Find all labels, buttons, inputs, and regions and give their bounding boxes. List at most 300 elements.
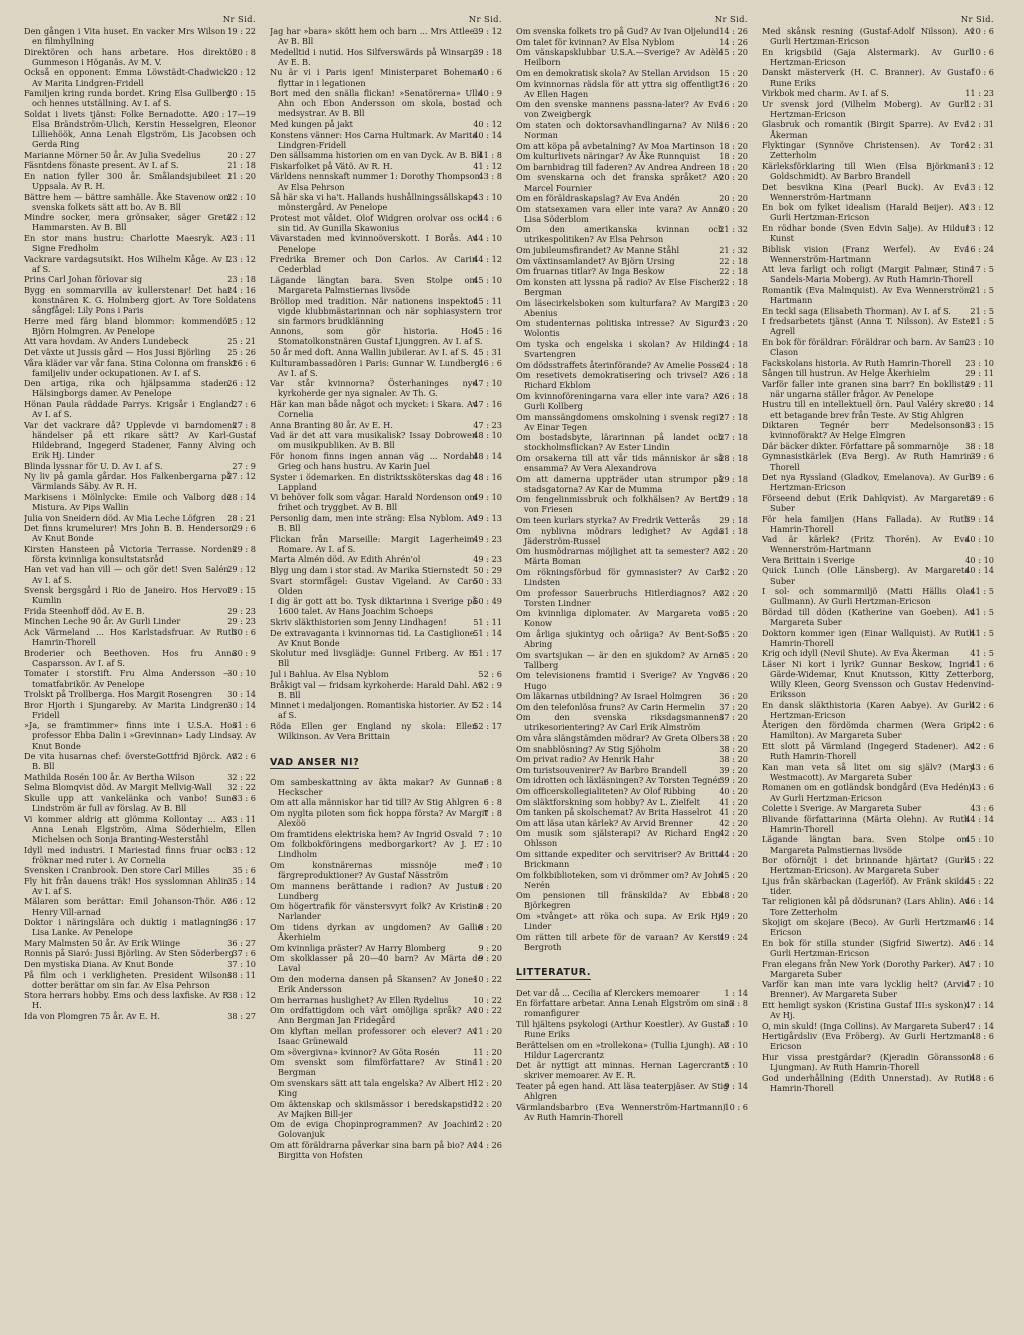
page-reference: 42 : 6: [970, 741, 994, 752]
page-reference: 47 : 16: [473, 398, 502, 409]
index-entry: [24, 192, 256, 212]
page-reference: 45 : 20: [719, 869, 748, 880]
page-reference: 38 : 27: [227, 1011, 256, 1021]
entry-title: I fredsarbetets tjänst (Anna T. Nilsson). Av Ester Agrell: [762, 316, 975, 337]
index-entry: [762, 607, 994, 627]
page-reference: 39 : 12: [473, 26, 502, 37]
entry-title: Biblisk vision (Franz Werfel). Av Eva Wennerström-Hartmann: [762, 243, 970, 264]
entry-title: Bråkigt val — fridsam kyrkoherde: Harald Dahl. Av B. Bll: [270, 679, 483, 700]
page-reference: 28 : 21: [227, 512, 256, 523]
page-reference: 43 : 6: [970, 803, 994, 814]
index-entry: [762, 565, 994, 585]
index-entry: [24, 938, 256, 948]
entry-title: Om svenskarna och det franska språket? Av Marcel Fournier: [516, 172, 724, 193]
page-reference: 7 : 10: [478, 828, 502, 839]
entry-title: Det nya Ryssland (Gladkov, Emelanova). Av Gurli Hertzman-Ericson: [762, 472, 975, 493]
entry-title: Också en opponent: Emma Löwstädt-Chadwick. Av Marita Lindgren-Fridell: [24, 67, 232, 88]
page-reference: 16 : 20: [719, 119, 748, 130]
index-entry: [270, 1078, 502, 1098]
entry-title: Jul i Bahlua. Av Elsa Nyblom: [270, 668, 389, 679]
index-entry: [762, 420, 994, 440]
page-reference: 20 : 20: [719, 193, 748, 204]
page-reference: 41 : 12: [473, 160, 502, 171]
entry-title: Medelltid i nutid. Hos Silfverswärds på Winsarp. Av E. B.: [270, 46, 478, 67]
page-reference: 37 : 6: [232, 948, 256, 959]
page-reference: 29 : 15: [227, 585, 256, 596]
entry-title: Frida Steenhoff död. Av E. B.: [24, 605, 145, 616]
entry-title: Om snabblösning? Av Stig Sjöholm: [516, 743, 661, 754]
index-entry: [270, 797, 502, 807]
page-reference: 29 : 12: [227, 564, 256, 575]
entry-title: Om äktenskap och skilsmässor i beredskapstid? Av Majken Bill-jer: [270, 1098, 478, 1119]
page-reference: 39 : 18: [473, 46, 502, 57]
index-entry: [24, 970, 256, 990]
entry-title: För honom finns ingen annan väg ... Nordahl Grieg och hans hustru. Av Karin Juel: [270, 450, 478, 472]
index-entry: [762, 99, 994, 119]
entry-title: Om barnbidrag till faderen? Av Andrea Andreen: [516, 161, 716, 172]
page-reference: 52 : 9: [478, 679, 502, 690]
page-reference: 26 : 18: [719, 390, 748, 401]
page-reference: 29 : 23: [227, 616, 256, 627]
entry-title: Om framtidens elektriska hem? Av Ingrid Osvald: [270, 828, 473, 839]
entry-title: Ida von Plomgren 75 år. Av E. H.: [24, 1011, 160, 1021]
entry-title: »Ja, se framtimmer» finns inte i U.S.A. Hos professor Ebba Dalin i »Grevinnan» Lady Lindsay. Av Knut Bonde: [24, 720, 256, 751]
page-reference: 12 : 20: [473, 1077, 502, 1088]
entry-title: Om studenternas politiska intresse? Av Sigurd Wolontis: [516, 318, 724, 339]
page-reference: 25 : 26: [227, 347, 256, 357]
page-reference: 12 : 20: [473, 1119, 502, 1130]
entry-title: Om tanken på skolschemat? Av Brita Hasselrot: [516, 807, 712, 818]
entry-title: Minnet i medaljongen. Romantiska historier. Av I. af S.: [270, 700, 478, 721]
index-entry: [516, 744, 748, 754]
entry-title: Blinda lyssnar för U. D. Av I. af S.: [24, 460, 163, 471]
index-entry: [24, 627, 256, 647]
index-entry: [762, 119, 994, 139]
page-reference: 46 : 14: [965, 896, 994, 907]
index-entry: [270, 596, 502, 616]
index-entry: [762, 182, 994, 202]
page-reference: 51 : 17: [473, 648, 502, 659]
page-reference: 35 : 20: [719, 608, 748, 619]
entry-title: Den gången i Vita huset. En vacker Mrs Wilson i en filmhyllning: [24, 26, 232, 47]
index-entry: [516, 515, 748, 525]
page-reference: 51 : 11: [473, 616, 502, 627]
index-entry: [762, 1031, 994, 1051]
index-entry: [516, 588, 748, 608]
entry-title: Om den telefonlösa fruns? Av Carin Hermelin: [516, 701, 706, 712]
entry-title: Om »övergivna» kvinnor? Av Göta Rosén: [270, 1046, 440, 1057]
entry-title: Skojigt om skojare (Beco). Av Gurli Hertzman-Ericson: [762, 917, 970, 938]
entry-title: Om manssängdomens omskolning i svensk regi? Av Einar Tegen: [516, 411, 724, 432]
entry-title: Ett hemligt syskon (Kristina Gustaf III:s syskon). Av Hj.: [762, 999, 970, 1020]
column-header: Nr Sid.: [714, 14, 748, 24]
index-entry: [762, 814, 994, 834]
index-entry: [270, 171, 502, 191]
page-reference: 10 : 22: [473, 994, 502, 1005]
index-entry: [24, 513, 256, 523]
index-entry: [516, 998, 748, 1018]
index-entry: [270, 130, 502, 150]
index-entry: [24, 845, 256, 865]
entry-title: Om tidens dyrkan av ungdomen? Av Gallie Åkerhielm: [270, 921, 483, 943]
entry-title: Fäsntdens fönaste present. Av I. af S.: [24, 160, 179, 171]
index-entry: [270, 326, 502, 346]
index-entry: [762, 88, 994, 98]
page-reference: 32 : 20: [719, 566, 748, 577]
page-reference: 38 : 20: [719, 732, 748, 743]
page-reference: 29 : 11: [965, 378, 994, 389]
index-entry: [270, 808, 502, 828]
entry-title: Om våra slängstämden mödrar? Av Greta Olbers: [516, 732, 719, 743]
entry-title: Här kan man både något och mycket: i Skara. Av Cornelia: [270, 398, 478, 420]
entry-title: 50 år med doft. Anna Wallin jubilerar. Av I. af S.: [270, 347, 469, 357]
entry-title: Om tyska och engelska i skolan? Av Hilding Svartengren: [516, 338, 724, 359]
page-reference: 46 : 6: [478, 357, 502, 368]
page-reference: 10 : 6: [970, 26, 994, 37]
entry-title: Om folkbiblioteken, som vi drömmer om? Av John Nerén: [516, 869, 724, 890]
page-reference: 3 : 10: [724, 1039, 748, 1050]
section-heading: LITTERATUR.: [516, 967, 592, 979]
entry-title: Doktorn kommer igen (Einar Wallquist). Av Ruth Hamrin-Thorell: [762, 627, 975, 648]
entry-title: Hertigårdsliv (Eva Fröberg). Av Gurli Hertzman-Ericson: [762, 1031, 975, 1052]
index-entry: [24, 606, 256, 616]
entry-title: Om växtinsamlandet? Av Björn Ursing: [516, 255, 675, 266]
index-entry: [24, 492, 256, 512]
index-entry: [516, 453, 748, 473]
index-entry: [762, 803, 994, 813]
entry-title: Hustru till en intellektuell örn. Paul Valéry skrev ett betagande brev från Teste. Av Stig Ahlgren: [762, 399, 970, 420]
index-entry: [516, 670, 748, 690]
entry-title: Om vänskapsklubbar U.S.A.—Sverige? Av Adèle Heilborn: [516, 47, 724, 68]
entry-title: Om nyglta piloten som fick hoppa första? Av Margit Alexöö: [270, 807, 488, 829]
index-entry: [516, 932, 748, 952]
entry-title: Om den svenska riksdagsmannens utrikesorientering? Av Carl Erik Almström: [516, 712, 724, 733]
index-entry: [762, 979, 994, 999]
index-entry: [24, 461, 256, 471]
entry-title: Lägande längtan bara. Sven Stolpe om Margareta Palmstiernas livsöde: [270, 274, 478, 295]
page-reference: 38 : 12: [227, 990, 256, 1001]
entry-title: Mindre socker, mera grönsaker, säger Greta Hammarsten. Av B. Bll: [24, 212, 232, 233]
index-entry: [270, 88, 502, 118]
entry-title: Om svartsjukan — är den en sjukdom? Av Arne Tallberg: [516, 649, 724, 670]
index-entry: [516, 775, 748, 785]
page-reference: 6 : 8: [483, 776, 502, 787]
index-entry: [516, 391, 748, 411]
entry-title: Vad är kärlek? (Fritz Thorén). Av Eva Wennerström-Hartmann: [762, 534, 970, 555]
entry-title: En rödhar bonde (Sven Edvin Salje). Av Hildur Kunst: [762, 222, 970, 243]
entry-title: En nation fyller 300 år. Smålandsjubileet i Uppsala. Av R. H.: [24, 170, 232, 191]
index-entry: [762, 741, 994, 761]
page-reference: 45 : 31: [473, 347, 502, 357]
entry-title: Direktören och hans arbetare. Hos direktör Gummeson i Höganäs. Av M. V.: [24, 46, 237, 67]
entry-title: Lägande längtan bara. Sven Stolpe om Margareta Palmstiernas livsöde: [762, 834, 970, 855]
index-entry: [516, 370, 748, 390]
index-entry: [24, 544, 256, 564]
index-entry: [516, 1040, 748, 1060]
page-reference: 6 : 8: [483, 797, 502, 808]
entry-title: Mälaren som berättar: Emil Johanson-Thör. Av Henry Vill-arnad: [24, 896, 232, 917]
entry-title: Flyktingar (Synnöve Christensen). Av Tore Zetterholm: [762, 140, 970, 161]
index-entry: [24, 233, 256, 253]
index-entry: [516, 797, 748, 807]
index-entry: [516, 339, 748, 359]
index-entry: [516, 245, 748, 255]
page-reference: 16 : 24: [965, 243, 994, 254]
page-reference: 49 : 10: [473, 492, 502, 503]
entry-title: Marianne Mörner 50 år. Av Julia Svedelius: [24, 149, 201, 160]
entry-title: Till hjältens psykologi (Arthur Koestler). Av Gustaf Rune Eriks: [516, 1018, 729, 1039]
page-reference: 42 : 6: [970, 699, 994, 710]
entry-title: Annons, som gör historia. Hos Stomatolkonstnären Gustaf Ljunggren. Av I. af S.: [270, 326, 483, 347]
page-reference: 35 : 20: [719, 629, 748, 640]
entry-title: Läser Ni kort i lyrik? Gunnar Beskow, Ingrid Gärde-Widemar, Knut Knutsson, Kitty Zetterborg, Willy Kleen, Georg Svensson och Gustav Hedenvind-Eriksson: [762, 658, 994, 700]
page-reference: 40 : 14: [965, 565, 994, 576]
index-entry: [762, 472, 994, 492]
entry-title: Stora herrars hobby. Ems och dess laxfiske. Av R. H.: [24, 990, 232, 1011]
index-entry: [516, 1060, 748, 1080]
page-reference: 23 : 10: [965, 336, 994, 347]
page-reference: 17 : 5: [970, 264, 994, 275]
entry-title: Med kungen på jakt: [270, 118, 353, 129]
entry-title: Broderier och Beethoven. Hos fru Anna Casparsson. Av I. af S.: [24, 647, 237, 668]
entry-title: Om kvinnliga präster? Av Harry Blomberg: [270, 942, 446, 953]
index-entry: [270, 617, 502, 627]
page-reference: 38 : 20: [719, 743, 748, 754]
index-entry: [24, 171, 256, 191]
entry-title: I dig är gott att bo. Tysk diktarinna i Sverige på 1600 talet. Av Hans Joachim Schoeps: [270, 596, 478, 617]
index-entry: [270, 233, 502, 253]
entry-title: Om att köpa på avbetalning? Av Moa Martinson: [516, 140, 715, 151]
entry-title: Bröllop med tradition. När nationens inspektor vigde klubbmästarinnan och när sophiasystern tror sin farmors brudklänning: [270, 295, 502, 326]
entry-title: Om kvinnoföreningarna vara eller inte vara? Av Gurli Kollberg: [516, 390, 724, 411]
entry-title: Om att läsa utan kärlek? Av Arvid Brenner: [516, 817, 693, 828]
index-entry: [762, 140, 994, 160]
page-reference: 37 : 20: [719, 701, 748, 712]
page-reference: 37 : 10: [227, 959, 256, 970]
index-entry: [516, 890, 748, 910]
index-entry: [516, 650, 748, 670]
entry-title: En dansk släkthistoria (Karen Aabye). Av Gurli Hertzman-Ericson: [762, 699, 975, 720]
entry-title: Världens nennskaft nummer 1: Dorothy Thompson. Av Elsa Pehrson: [270, 171, 483, 192]
index-entry: [762, 659, 994, 699]
index-entry: [24, 876, 256, 896]
entry-title: Glasbruk och romantik (Birgit Sparre). Av Eva Åkerman: [762, 119, 970, 140]
page-reference: 9 : 20: [478, 953, 502, 964]
index-entry: [270, 953, 502, 973]
entry-title: Där bäcker dikter. Författare på sommarnöje: [762, 440, 949, 451]
index-entry: [762, 399, 994, 419]
index-entry: [516, 318, 748, 338]
entry-title: Om privat radio? Av Henrik Hahr: [516, 754, 655, 765]
page-reference: 22 : 10: [227, 191, 256, 202]
page-reference: 22 : 12: [227, 212, 256, 223]
index-entry: [762, 67, 994, 87]
index-entry: [516, 849, 748, 869]
entry-title: Flickan från Marseille: Margit Lagerheim-Romare. Av I. af S.: [270, 533, 478, 554]
page-reference: 9 : 20: [478, 942, 502, 953]
page-reference: 21 : 32: [719, 245, 748, 256]
entry-title: Om fengelinmissbruk och folkhälsen? Av Bertil von Friesen: [516, 494, 724, 515]
page-reference: 40 : 12: [473, 118, 502, 129]
index-entry: [270, 378, 502, 398]
page-reference: 23 : 10: [965, 357, 994, 368]
entry-title: Våra kläder var vår fana. Stina Colonna om franskt familjeliv under ockupationen. Av I. af S.: [24, 357, 237, 378]
entry-title: Så här ska vi ha't. Hallands hushållningssällskaps mönstergård. Av Penelope: [270, 192, 478, 213]
page-reference: 8 : 20: [478, 901, 502, 912]
entry-title: Om konsten att lyssna på radio? Av Else Fischer-Bergman: [516, 276, 724, 297]
index-entry: [762, 586, 994, 606]
index-entry: [516, 733, 748, 743]
page-reference: 20 : 15: [227, 88, 256, 99]
page-reference: 47 : 10: [965, 958, 994, 969]
index-entry: [24, 274, 256, 284]
entry-title: Romanen om en gotländsk bondgård (Eva Hedén). Av Gurli Hertzman-Ericson: [762, 782, 975, 803]
index-entry: [270, 974, 502, 994]
page-reference: 27 : 8: [232, 419, 256, 430]
index-entry: [270, 860, 502, 880]
page-reference: 27 : 6: [232, 398, 256, 409]
entry-title: Konstens vänner: Hos Carna Hultmark. Av Marita Lindgren-Fridell: [270, 129, 478, 150]
page-reference: 22 : 18: [719, 276, 748, 287]
index-entry: [24, 150, 256, 160]
page-reference: 12 : 31: [965, 98, 994, 109]
index-entry: [516, 26, 748, 36]
index-entry: [762, 1000, 994, 1020]
index-entry: [24, 47, 256, 67]
entry-title: Trolskt på Trollberga. Hos Margit Rosengren: [24, 689, 213, 700]
page-reference: 27 : 9: [232, 460, 256, 471]
index-entry: [270, 1119, 502, 1139]
index-entry: [24, 67, 256, 87]
entry-title: Hur vissa prestgärdar? (Kjeradin Göransson-Ljungman). Av Ruth Hamrin-Thorell: [762, 1051, 975, 1072]
page-reference: 18 : 20: [719, 151, 748, 162]
entry-title: Om sittande expediter och servitriser? Av Britta Brickmann: [516, 849, 724, 870]
page-reference: 24 : 16: [227, 284, 256, 295]
page-reference: 15 : 20: [719, 67, 748, 78]
page-reference: 50 : 33: [473, 575, 502, 586]
page-reference: 39 : 6: [970, 451, 994, 462]
entry-title: Om ordfattigdom och värt omöjliga språk? Av Ann Bergman Jan Fridegård: [270, 1005, 478, 1026]
page-reference: 7 : 10: [478, 859, 502, 870]
entry-title: Värmlandsbarbro (Eva Wennerström-Hartmann). Av Ruth Hamrin-Thorell: [516, 1101, 729, 1122]
entry-title: Om folkbokföringens medborgarkort? Av J. E. Lindholm: [270, 839, 483, 860]
entry-title: Personlig dam, men inte sträng: Elsa Nyblom. Av B. Bll: [270, 513, 478, 534]
page-reference: 20 : 20: [719, 172, 748, 183]
page-reference: 37 : 20: [719, 712, 748, 723]
index-entry: [270, 839, 502, 859]
index-entry: [270, 451, 502, 471]
index-entry: [270, 213, 502, 233]
index-entry: [762, 700, 994, 720]
entry-title: Blyg ung dam i stor stad. Av Marika Stiernstedt: [270, 564, 469, 575]
page-reference: 31 : 18: [719, 525, 748, 536]
page-reference: 13 : 12: [965, 202, 994, 213]
page-reference: 38 : 18: [965, 440, 994, 451]
index-entry: [516, 474, 748, 494]
index-entry: [516, 691, 748, 701]
page-reference: 32 : 22: [227, 782, 256, 793]
index-column-4: [762, 14, 994, 1335]
entry-title: Mathilda Rosén 100 år. Av Bertha Wilson: [24, 771, 195, 782]
page-reference: 39 : 14: [965, 513, 994, 524]
entry-title: Om jubileumsfirandet? Av Manne Ståhl: [516, 245, 680, 256]
entry-title: Om kvinnliga diplomater. Av Margareta von Konow: [516, 608, 724, 629]
entry-title: Colette i Sverige. Av Margareta Suber: [762, 803, 922, 814]
index-entry: [24, 772, 256, 782]
page-reference: 22 : 18: [719, 255, 748, 266]
entry-title: Anna Branting 80 år. Av E. H.: [270, 419, 393, 430]
index-entry: [762, 1052, 994, 1072]
page-reference: 26 : 18: [719, 370, 748, 381]
page-reference: 18 : 20: [719, 140, 748, 151]
index-entry: [762, 782, 994, 802]
index-entry: [24, 959, 256, 969]
index-entry: [762, 337, 994, 357]
page-reference: 30 : 6: [232, 627, 256, 638]
entry-title: Sången till hustrun. Av Helge Åkerhielm: [762, 368, 931, 379]
page-reference: 13 : 12: [965, 181, 994, 192]
entry-title: Förseend debut (Erik Dahlqvist). Av Margareta Suber: [762, 492, 975, 513]
entry-title: Om statsexamen vara eller inte vara? Av Anna Lisa Söderblom: [516, 203, 724, 224]
entry-title: Om rätten till arbete för de varaan? Av Kersti Bergroth: [516, 931, 724, 952]
entry-title: Var det vackrare då? Upplevde vi barndomens händelser på ett rikare sätt? Av Karl-Gustaf Hildebrand, Ingegerd Stadener, Fanny Alving och Erik Hj. Linder: [24, 419, 256, 460]
entry-title: Att leva farligt och roligt (Margit Palmær, Stina Sandels-Maria Moberg). Av Ruth Hamrin-Thorell: [762, 264, 975, 285]
index-entry: [270, 119, 502, 129]
entry-title: Skolutur med livsglädje: Gunnel Friberg. Av B. Bll: [270, 648, 478, 669]
index-entry: [762, 896, 994, 916]
page-reference: 47 : 10: [473, 378, 502, 389]
page-reference: 20 : 20: [719, 203, 748, 214]
entry-title: En stor mans hustru: Charlotte Maesryk. Av Signe Fredholm: [24, 232, 232, 254]
index-entry: [516, 702, 748, 712]
index-entry: [270, 513, 502, 533]
index-entry: [516, 141, 748, 151]
page-reference: 36 : 20: [719, 670, 748, 681]
index-entry: [270, 534, 502, 554]
index-entry: [24, 917, 256, 937]
entry-title: På film och i verkligheten. President Wilsons dotter berättar om sin far. Av Elsa Pehrson: [24, 969, 232, 990]
page-reference: 45 : 22: [965, 875, 994, 886]
entry-title: Om orsakerna till att vår tids människor är så ensamma? Av Vera Alexandrova: [516, 452, 724, 474]
entry-title: Var står kvinnorna? Österhaninges nye kyrkoherde ger nya signaler. Av Th. G.: [270, 378, 478, 399]
entry-title: Ronnis på Siaró: Jussi Björling. Av Sten Söderberg: [24, 948, 234, 959]
index-entry: [24, 285, 256, 315]
entry-title: Om husmödrarnas möjlighet att ta semester? Av Märta Boman: [516, 546, 724, 567]
page-reference: 26 : 12: [227, 378, 256, 389]
index-entry: [270, 554, 502, 564]
page-reference: 20 : 12: [227, 67, 256, 78]
entry-title: Det besvikna Kina (Pearl Buck). Av Eva Wennerström-Hartmann: [762, 181, 970, 202]
page-reference: 11 : 20: [473, 1025, 502, 1036]
page-reference: 48 : 6: [970, 1051, 994, 1062]
index-entry: [24, 471, 256, 491]
entry-title: En bok för föräldrar: Föräldrar och barn. Av Sam. Clason: [762, 336, 970, 357]
index-entry: [24, 378, 256, 398]
page-reference: 30 : 14: [227, 689, 256, 700]
entry-title: Svensk bergsgård i Rio de Janeiro. Hos Hervor Kumlin: [24, 585, 232, 606]
index-entry: [270, 26, 502, 46]
page-reference: 42 : 20: [719, 828, 748, 839]
page-reference: 20 : 27: [227, 149, 256, 160]
page-reference: 14 : 26: [719, 36, 748, 47]
index-entry: [270, 347, 502, 357]
page-reference: 23 : 20: [719, 318, 748, 329]
entry-title: Om en föräldraskapslag? Av Eva Andén: [516, 193, 680, 204]
entry-title: Om kvinnornas rädsla för att yttra sig offentligt? Av Ellen Hagen: [516, 78, 724, 99]
index-entry: [270, 1026, 502, 1046]
index-entry: [762, 316, 994, 336]
index-entry: [762, 534, 994, 554]
